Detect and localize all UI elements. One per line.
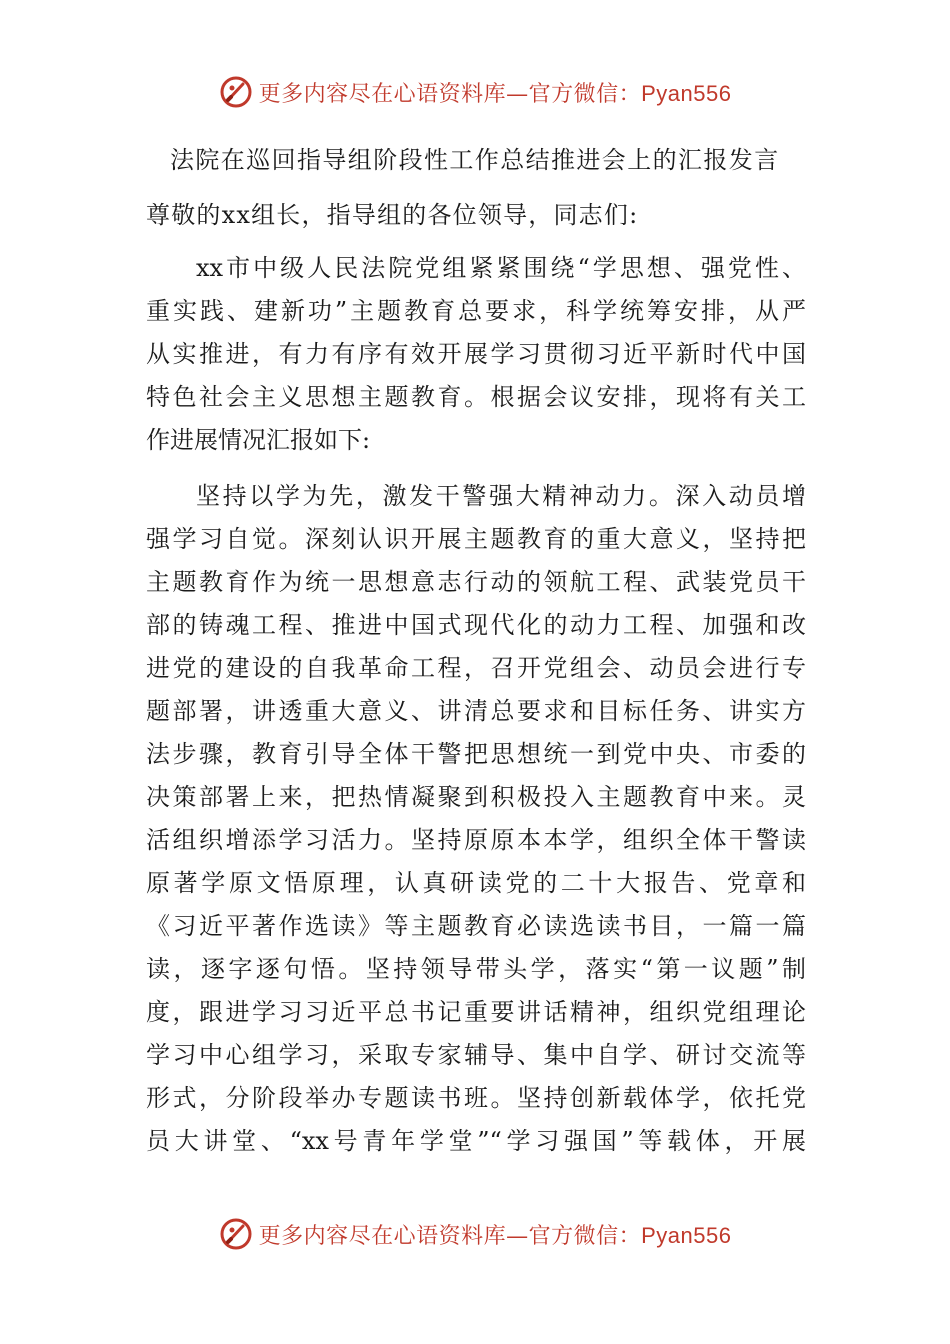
document-greeting: 尊敬的xx组长，指导组的各位领导，同志们: [146, 201, 639, 229]
paragraph-line: 《习近平著作选读》等主题教育必读选读书目，一篇一篇 [146, 912, 806, 940]
paragraph-2 [146, 475, 806, 1163]
paragraph-line: 活组织增添学习活力。坚持原原本本学，组织全体干警读 [146, 826, 806, 854]
paragraph-line: 形式，分阶段举办专题读书班。坚持创新载体学，依托党 [146, 1084, 806, 1112]
header-banner [0, 70, 950, 114]
banner-text [259, 1219, 732, 1250]
paragraph-line: 决策部署上来，把热情凝聚到积极投入主题教育中来。灵 [146, 783, 806, 811]
banner-text [259, 77, 732, 108]
paragraph-line: 重实践、建新功”主题教育总要求，科学统筹安排，从严 [146, 297, 806, 325]
paragraph-line: 作进展情况汇报如下: [146, 426, 371, 454]
paragraph-line: 度，跟进学习习近平总书记重要讲话精神，组织党组理论 [146, 998, 806, 1026]
pen-logo-icon [219, 1217, 253, 1251]
pen-logo-icon [219, 75, 253, 109]
paragraph-line: 员大讲堂、“xx号青年学堂”“学习强国”等载体，开展 [146, 1127, 806, 1155]
paragraph-1 [146, 247, 806, 462]
banner-wechat-id: Pyan556 [641, 80, 732, 106]
paragraph-line: 法步骤，教育引导全体干警把思想统一到党中央、市委的 [146, 740, 806, 768]
banner-promo-text: 更多内容尽在心语资料库—官方微信： [258, 81, 642, 107]
banner-wechat-id: Pyan556 [641, 1222, 732, 1248]
paragraph-line: xx市中级人民法院党组紧紧围绕“学思想、强党性、 [196, 254, 806, 282]
paragraph-line: 主题教育作为统一思想意志行动的领航工程、武装党员干 [146, 568, 806, 596]
footer-banner [0, 1212, 950, 1256]
paragraph-line: 学习中心组学习，采取专家辅导、集中自学、研讨交流等 [146, 1041, 806, 1069]
document-title: 法院在巡回指导组阶段性工作总结推进会上的汇报发言 [170, 146, 780, 174]
paragraph-line: 进党的建设的自我革命工程，召开党组会、动员会进行专 [146, 654, 806, 682]
paragraph-line: 原著学原文悟原理，认真研读党的二十大报告、党章和 [146, 869, 806, 897]
paragraph-line: 从实推进，有力有序有效开展学习贯彻习近平新时代中国 [146, 340, 806, 368]
banner-promo-text: 更多内容尽在心语资料库—官方微信： [258, 1223, 642, 1249]
paragraph-line: 强学习自觉。深刻认识开展主题教育的重大意义，坚持把 [146, 525, 806, 553]
paragraph-line: 读，逐字逐句悟。坚持领导带头学，落实“第一议题”制 [146, 955, 806, 983]
paragraph-line: 部的铸魂工程、推进中国式现代化的动力工程、加强和改 [146, 611, 806, 639]
paragraph-line: 坚持以学为先，激发干警强大精神动力。深入动员增 [196, 482, 806, 510]
paragraph-line: 特色社会主义思想主题教育。根据会议安排，现将有关工 [146, 383, 806, 411]
paragraph-line: 题部署，讲透重大意义、讲清总要求和目标任务、讲实方 [146, 697, 806, 725]
